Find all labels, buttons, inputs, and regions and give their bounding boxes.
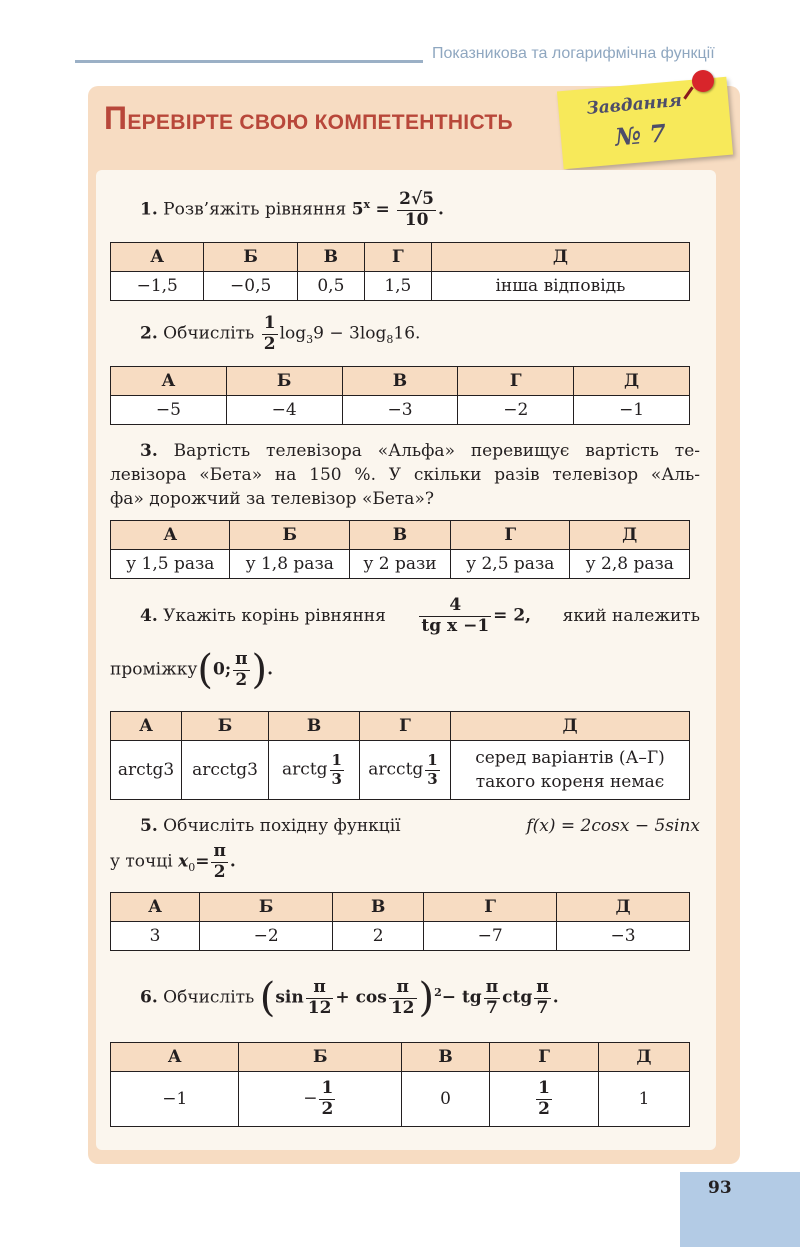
page-corner [680,1172,800,1247]
answer-table-6: А Б В Г Д −1 − $\frac{1}{2}$ 0 $\frac{1}{2}$ 1 [110,1042,690,1127]
problem-2: 2. Обчисліть $\frac{1}{2}$ $\log_39 - 3\log_816$. [140,313,421,354]
problem-4-line-1: 4. Укажіть корінь рівняння $\frac{4}{\text{tg x −1}}$ = 2, який належить [140,595,700,636]
option-a-value: −1,5 [111,272,204,301]
task-number: № 7 [613,118,668,152]
option-d-value: 1,5 [364,272,431,301]
answer-table-5: А Б В Г Д 3 −2 2 −7 −3 [110,892,690,951]
problem-3-line-2: левізора «Бета» на 150 %. У скільки разів телевізор «Аль- [110,465,700,485]
section-title [104,100,513,137]
problem-number: 1. [140,199,158,220]
problem-number: 3. [140,441,158,461]
base: 5 [351,199,364,220]
option-e-value: інша відповідь [431,272,689,301]
running-title: Показникова та логарифмічна функції [432,45,715,62]
equals: = [375,199,390,220]
problem-3-line-3: фа» дорожчий за телевізор «Бета»? [110,489,434,509]
problem-number: 6. [140,987,158,1008]
title-initial: П [104,100,128,136]
option-e-header: Д [431,243,689,272]
task-label: Завдання [585,90,683,120]
pushpin-icon [692,70,714,92]
problem-number: 4. [140,606,158,627]
problem-3-line-1: 3. Вартість телевізора «Альфа» перевищує вартість те- [140,441,701,461]
fraction: $\frac{\pi}{2}$ [213,841,226,882]
answer-table-1 [110,242,690,301]
problem-1: 1. Розв’яжіть рівняння 5$^x$ = $\frac{2√5}{10}$ . [140,189,444,230]
option-b-header: Б [204,243,297,272]
fraction: $\frac{1}{2}$ [263,313,276,354]
problem-text: Розв’яжіть рівняння [163,199,347,220]
title-rest: ЕРЕВІРТЕ СВОЮ КОМПЕТЕНТНІСТЬ [127,111,513,134]
page-number: 93 [708,1178,732,1198]
option-c-header: В [297,243,364,272]
option-b-value: −0,5 [204,272,297,301]
fraction: $\frac{4}{\text{tg x −1}}$ [421,595,490,636]
fraction: $\frac{2√5}{10}$ [399,189,434,230]
option-a-header: А [111,243,204,272]
header-rule [75,60,423,63]
problem-4-line-2: проміжку(0; $\frac{\pi}{2}$ ). [110,647,274,694]
answer-table-4: А Б В Г Д arctg3 arcctg3 arctg $\frac{1}{3}$ arcctg $\frac{1}{3}$ серед варіантів (А–Г) такого кореня немає [110,711,690,800]
problem-6: 6. Обчисліть (sin $\frac{\pi}{12}$ + cos $\frac{\pi}{12}$ )$^2$− tg $\frac{\pi}{7}$ ctg $\frac{\pi}{7}$ . [140,975,559,1022]
fraction: $\frac{\pi}{2}$ [235,649,248,690]
problem-number: 2. [140,323,158,344]
problem-5-line-2: у точці $x_0=$ $\frac{\pi}{2}$ . [110,841,236,882]
problem-5-line-1: 5. Обчисліть похідну функції f(x) = 2cosx − 5sinx [140,816,700,836]
exponent: x [363,197,371,211]
problem-number: 5. [140,816,158,836]
option-d-header: Г [364,243,431,272]
answer-table-3: А Б В Г Д у 1,5 раза у 1,8 раза у 2 рази у 2,5 раза у 2,8 раза [110,520,690,579]
option-c-value: 0,5 [297,272,364,301]
answer-table-2: А Б В Г Д −5 −4 −3 −2 −1 [110,366,690,425]
problem-text: Обчисліть [163,323,255,344]
